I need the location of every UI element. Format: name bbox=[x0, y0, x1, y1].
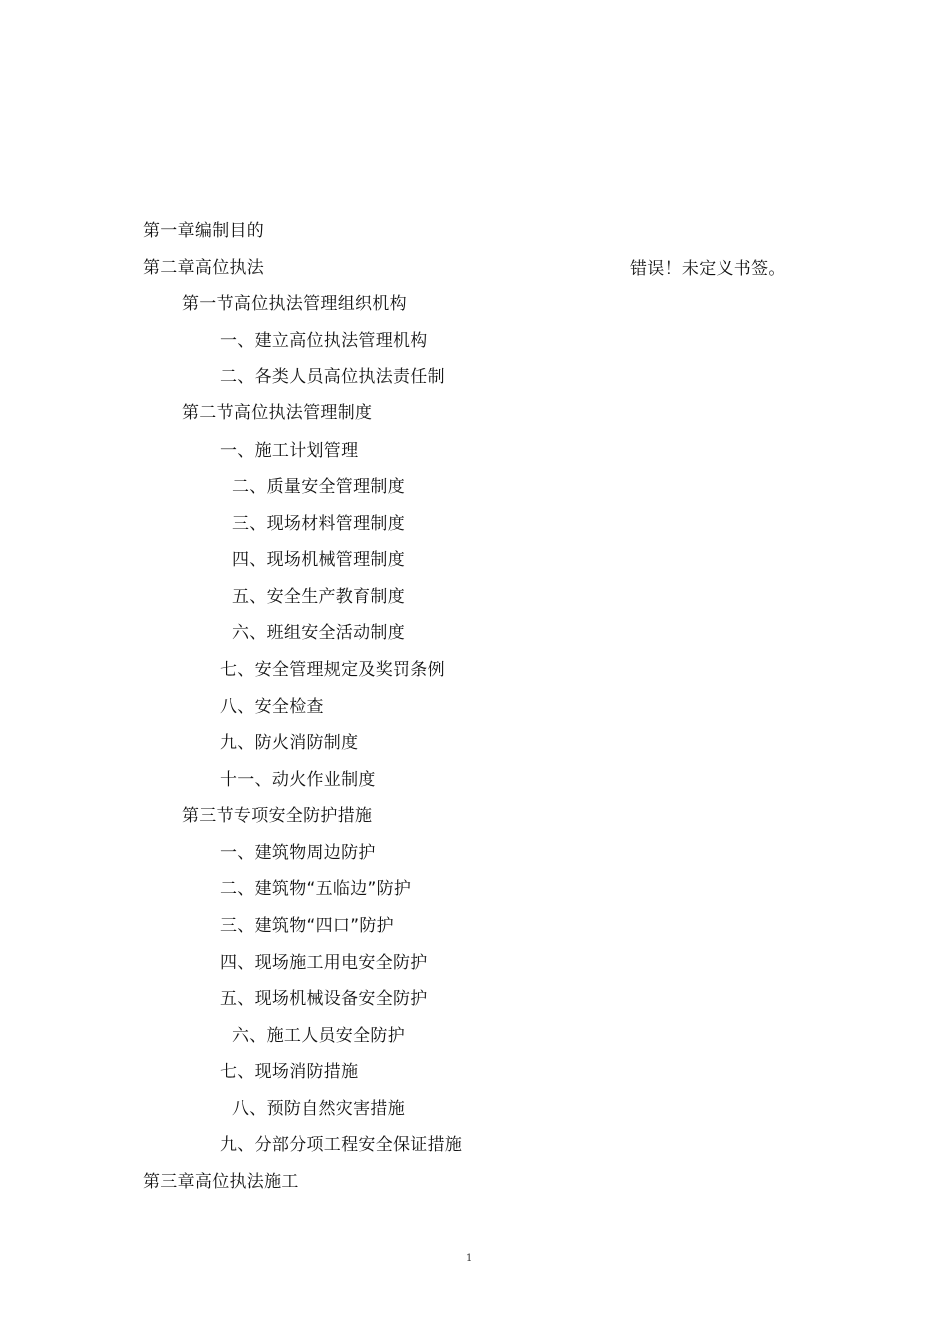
page-number: 1 bbox=[466, 1253, 473, 1264]
toc-chapter-3[interactable]: 第三章高位执法施工 bbox=[143, 1172, 299, 1192]
toc-item[interactable]: 一、建立高位执法管理机构 bbox=[220, 331, 428, 351]
toc-item[interactable]: 八、预防自然灾害措施 bbox=[232, 1099, 405, 1119]
toc-chapter-2[interactable]: 第二章高位执法 bbox=[143, 258, 265, 278]
toc-bookmark-error: 错误！未定义书签。 bbox=[630, 259, 786, 279]
toc-section-2-3[interactable]: 第三节专项安全防护措施 bbox=[182, 806, 373, 826]
toc-section-2-2[interactable]: 第二节高位执法管理制度 bbox=[182, 403, 373, 423]
toc-item[interactable]: 四、现场机械管理制度 bbox=[232, 550, 405, 570]
toc-item[interactable]: 七、现场消防措施 bbox=[220, 1062, 359, 1082]
toc-item[interactable]: 一、施工计划管理 bbox=[220, 441, 359, 461]
toc-item[interactable]: 五、安全生产教育制度 bbox=[232, 587, 405, 607]
toc-item[interactable]: 九、分部分项工程安全保证措施 bbox=[220, 1135, 463, 1155]
toc-item[interactable]: 三、建筑物“四口”防护 bbox=[220, 916, 394, 936]
toc-item[interactable]: 八、安全检查 bbox=[220, 697, 324, 717]
toc-item[interactable]: 九、防火消防制度 bbox=[220, 733, 359, 753]
toc-section-2-1[interactable]: 第一节高位执法管理组织机构 bbox=[182, 294, 407, 314]
toc-item[interactable]: 五、现场机械设备安全防护 bbox=[220, 989, 428, 1009]
toc-item[interactable]: 十一、动火作业制度 bbox=[220, 770, 376, 790]
toc-item[interactable]: 六、班组安全活动制度 bbox=[232, 623, 405, 643]
toc-item[interactable]: 二、建筑物“五临边”防护 bbox=[220, 879, 412, 899]
toc-item[interactable]: 七、安全管理规定及奖罚条例 bbox=[220, 660, 445, 680]
toc-item[interactable]: 一、建筑物周边防护 bbox=[220, 843, 376, 863]
toc-item[interactable]: 二、各类人员高位执法责任制 bbox=[220, 367, 445, 387]
toc-item[interactable]: 二、质量安全管理制度 bbox=[232, 477, 405, 497]
toc-item[interactable]: 三、现场材料管理制度 bbox=[232, 514, 405, 534]
toc-item[interactable]: 六、施工人员安全防护 bbox=[232, 1026, 405, 1046]
toc-chapter-1[interactable]: 第一章编制目的 bbox=[143, 221, 265, 241]
toc-item[interactable]: 四、现场施工用电安全防护 bbox=[220, 953, 428, 973]
